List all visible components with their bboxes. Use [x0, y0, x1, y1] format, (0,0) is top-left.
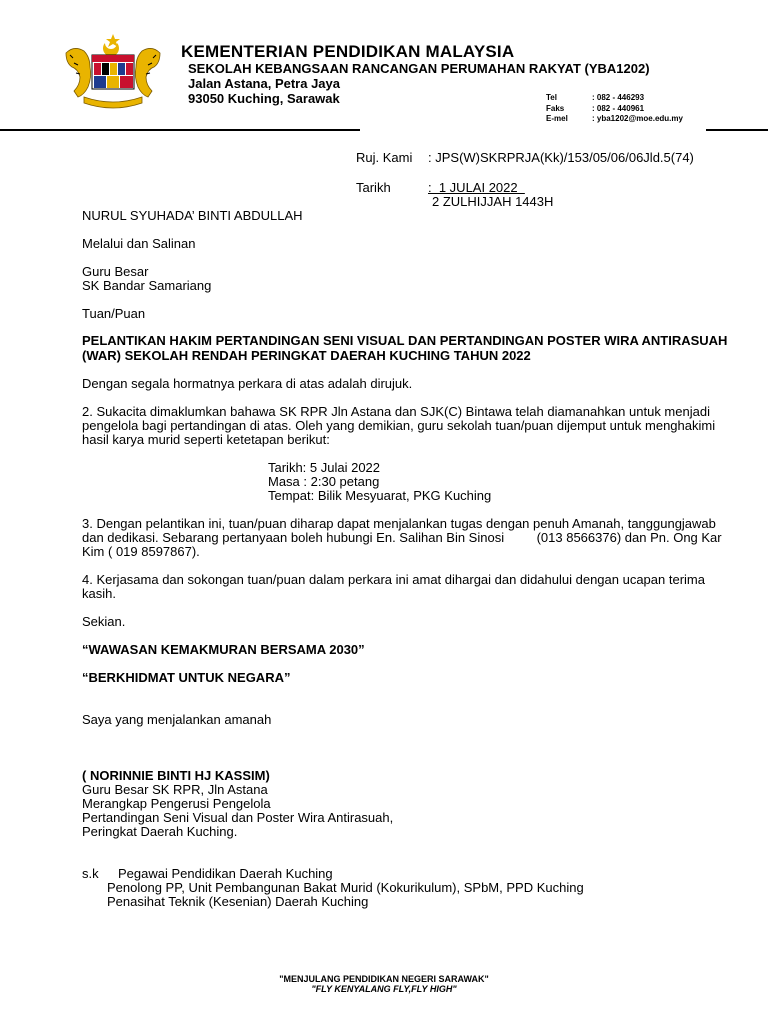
contact-fax-value: : 082 - 440961 [592, 104, 645, 113]
footer-tagline: "FLY KENYALANG FLY,FLY HIGH" [311, 984, 457, 994]
event-date: Tarikh: 5 Julai 2022 [268, 460, 381, 475]
contact-tel-value: : 082 - 446293 [592, 93, 645, 102]
paragraph-4-line1: 4. Kerjasama dan sokongan tuan/puan dalam perkara ini amat dihargai dan didahului dengan ucapan terima [82, 572, 705, 587]
paragraph-2-line1: 2. Sukacita dimaklumkan bahawa SK RPR Jln Astana dan SJK(C) Bintawa telah diamanahkan untuk menjadi [82, 404, 710, 419]
subject-line2: (WAR) SEKOLAH RENDAH PERINGKAT DAERAH KUCHING TAHUN 2022 [82, 348, 531, 363]
signatory-name: ( NORINNIE BINTI HJ KASSIM) [82, 768, 270, 783]
school-address-line1: Jalan Astana, Petra Jaya [188, 76, 340, 91]
recipient-school: SK Bandar Samariang [82, 278, 212, 293]
paragraph-1: Dengan segala hormatnya perkara di atas adalah dirujuk. [82, 376, 413, 391]
malaysia-coat-of-arms-icon [62, 33, 164, 113]
paragraph-3-line1: 3. Dengan pelantikan ini, tuan/puan diharap dapat menjalankan tugas dengan penuh Amanah, tanggungjawab [82, 516, 716, 531]
recipient-name: NURUL SYUHADA’ BINTI ABDULLAH [82, 208, 303, 223]
signatory-title4: Peringkat Daerah Kuching. [82, 824, 238, 839]
subject-line1: PELANTIKAN HAKIM PERTANDINGAN SENI VISUAL DAN PERTANDINGAN POSTER WIRA ANTIRASUAH [82, 333, 728, 348]
salutation: Tuan/Puan [82, 306, 146, 321]
header-rule-right [706, 129, 768, 131]
closing: Sekian. [82, 614, 126, 629]
event-time: Masa : 2:30 petang [268, 474, 380, 489]
header-rule-left [0, 129, 360, 131]
signatory-title1: Guru Besar SK RPR, Jln Astana [82, 782, 268, 797]
cc-label: s.k [82, 866, 99, 881]
recipient-title: Guru Besar [82, 264, 149, 279]
ministry-name: KEMENTERIAN PENDIDIKAN MALAYSIA [181, 42, 515, 61]
signatory-title2: Merangkap Pengerusi Pengelola [82, 796, 271, 811]
motto-berkhidmat: “BERKHIDMAT UNTUK NEGARA” [82, 670, 291, 685]
ref-label: Ruj. Kami [356, 150, 413, 165]
paragraph-3-line3: Kim ( 019 8597867). [82, 544, 200, 559]
cc-line2: Penolong PP, Unit Pembangunan Bakat Murid (Kokurikulum), SPbM, PPD Kuching [107, 880, 584, 895]
footer-slogan: "MENJULANG PENDIDIKAN NEGERI SARAWAK" [279, 974, 489, 984]
school-name: SEKOLAH KEBANGSAAN RANCANGAN PERUMAHAN RAKYAT (YBA1202) [188, 61, 650, 76]
contact-fax-label: Faks [546, 104, 565, 113]
paragraph-4-line2: kasih. [82, 586, 116, 601]
recipient-via: Melalui dan Salinan [82, 236, 196, 251]
paragraph-2-line3: hasil karya murid seperti ketetapan berikut: [82, 432, 330, 447]
paragraph-3-line2: dan dedikasi. Sebarang pertanyaan boleh hubungi En. Salihan Bin Sinosi (013 8566376) dan Pn. Ong Kar [82, 530, 722, 545]
cc-line3: Penasihat Teknik (Kesenian) Daerah Kuching [107, 894, 369, 909]
signatory-title3: Pertandingan Seni Visual dan Poster Wira Antirasuah, [82, 810, 394, 825]
paragraph-2-line2: pengelola bagi pertandingan di atas. Oleh yang demikian, guru sekolah tuan/puan dijemput untuk menghakimi [82, 418, 716, 433]
contact-email-label: E-mel [546, 114, 568, 123]
ref-value: : JPS(W)SKRPRJA(Kk)/153/05/06/06Jld.5(74) [428, 150, 694, 165]
date-label: Tarikh [356, 180, 391, 195]
motto-wawasan: “WAWASAN KEMAKMURAN BERSAMA 2030” [82, 642, 365, 657]
school-address-line2: 93050 Kuching, Sarawak [188, 91, 340, 106]
date-hijri: 2 ZULHIJJAH 1443H [432, 194, 554, 209]
date-value: : 1 JULAI 2022 [428, 180, 525, 195]
event-place: Tempat: Bilik Mesyuarat, PKG Kuching [268, 488, 492, 503]
cc-line1: Pegawai Pendidikan Daerah Kuching [118, 866, 333, 881]
contact-email-value: : yba1202@moe.edu.my [592, 114, 683, 123]
trust-line: Saya yang menjalankan amanah [82, 712, 272, 727]
contact-tel-label: Tel [546, 93, 557, 102]
